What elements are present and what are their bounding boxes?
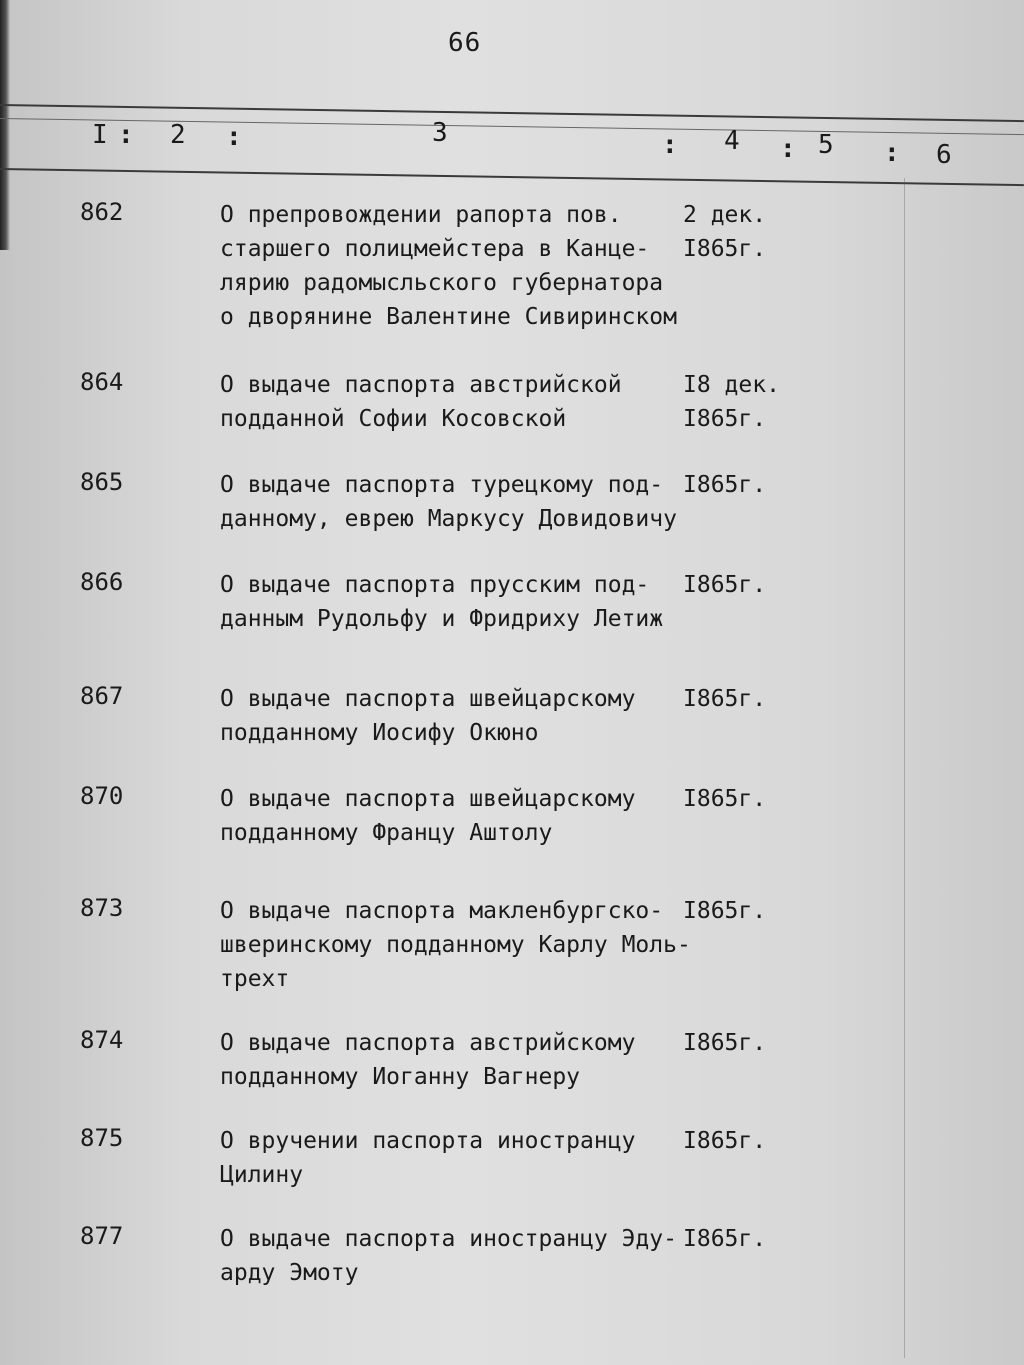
entry-description: О выдаче паспорта макленбургско- шверинскому подданному Карлу Моль- трехт [220, 898, 691, 992]
entry-number: 870 [80, 782, 124, 810]
entry-description: О препровождении рапорта пов. старшего полицмейстера в Канце- лярию радомысльского губернатора о дворянине Валентине Сивиринском [220, 202, 677, 330]
entry-date: I865г. [683, 472, 767, 498]
entry-description: О выдаче паспорта австрийской подданной Софии Косовской [220, 372, 622, 432]
entry-date: I865г. [683, 1226, 767, 1252]
entry-description: О выдаче паспорта прусским под- данным Рудольфу и Фридриху Летиж [220, 572, 664, 632]
entry-date: 2 дек. I865г. [683, 202, 767, 262]
column-header-5: 5 [818, 130, 834, 160]
column-header-4: 4 [724, 126, 740, 156]
entry-number: 866 [80, 568, 124, 596]
entry-description: О вручении паспорта иностранцу Цилину [220, 1128, 636, 1188]
entry-number: 862 [80, 198, 124, 226]
entry-description: О выдаче паспорта швейцарскому подданному Францу Аштолу [220, 786, 636, 846]
entry-number: 874 [80, 1026, 124, 1054]
column-header-3: 3 [432, 118, 448, 148]
entry-date: I865г. [683, 786, 767, 812]
column-separator: : [662, 130, 678, 160]
entry-number: 877 [80, 1222, 124, 1250]
entry-date: I865г. [683, 898, 767, 924]
column-separator: : [884, 138, 900, 168]
entry-date: I8 дек. I865г. [683, 372, 780, 432]
entry-date: I865г. [683, 572, 767, 598]
page-number: 66 [448, 28, 482, 58]
entry-number: 873 [80, 894, 124, 922]
entry-description: О выдаче паспорта иностранцу Эду- арду Эмоту [220, 1226, 677, 1286]
entry-number: 864 [80, 368, 124, 396]
column-separator: : [226, 122, 242, 152]
entry-number: 875 [80, 1124, 124, 1152]
column-header-2: 2 [170, 120, 186, 150]
entry-date: I865г. [683, 1128, 767, 1154]
column-separator: : [118, 120, 134, 150]
column-header-6: 6 [936, 140, 952, 170]
entry-description: О выдаче паспорта турецкому под- данному, еврею Маркусу Довидовичу [220, 472, 677, 532]
entry-description: О выдаче паспорта швейцарскому подданному Иосифу Окюно [220, 686, 636, 746]
entry-date: I865г. [683, 686, 767, 712]
column-separator: : [780, 134, 796, 164]
entry-number: 865 [80, 468, 124, 496]
column-header-1: I [92, 120, 108, 150]
entry-date: I865г. [683, 1030, 767, 1056]
entry-number: 867 [80, 682, 124, 710]
entry-description: О выдаче паспорта австрийскому подданному Иоганну Вагнеру [220, 1030, 636, 1090]
